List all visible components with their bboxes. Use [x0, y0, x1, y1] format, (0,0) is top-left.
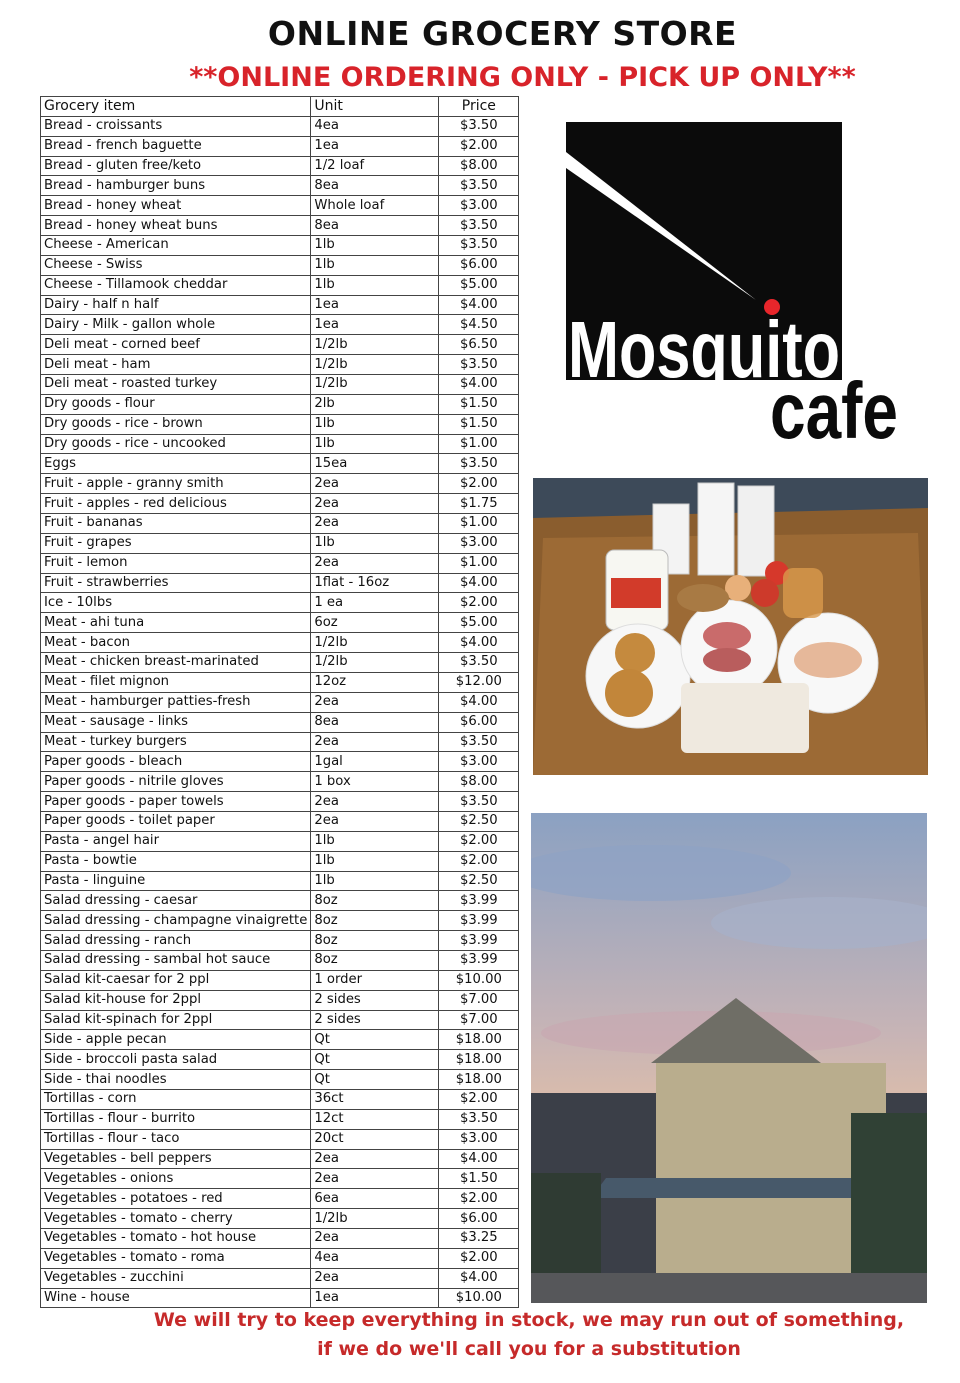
item-name-cell: Dry goods - flour — [41, 394, 311, 414]
price-cell: $18.00 — [439, 1050, 519, 1070]
table-row — [41, 871, 519, 891]
table-row — [41, 1109, 519, 1129]
unit-cell: 1ea — [311, 1288, 439, 1308]
price-cell: $3.25 — [439, 1228, 519, 1248]
table-row — [41, 1030, 519, 1050]
unit-cell: 1/2 loaf — [311, 156, 439, 176]
price-cell: $4.00 — [439, 375, 519, 395]
item-name-cell: Salad dressing - ranch — [41, 931, 311, 951]
unit-cell: 2ea — [311, 811, 439, 831]
price-cell: $10.00 — [439, 1288, 519, 1308]
table-row — [41, 1070, 519, 1090]
column-header-item: Grocery item — [41, 97, 311, 117]
table-row — [41, 216, 519, 236]
footer-note-line1: We will try to keep everything in stock, we may run out of something, — [153, 1309, 905, 1331]
item-name-cell: Dairy - half n half — [41, 295, 311, 315]
price-cell: $8.00 — [439, 772, 519, 792]
item-name-cell: Dairy - Milk - gallon whole — [41, 315, 311, 335]
table-row — [41, 1010, 519, 1030]
table-row — [41, 494, 519, 514]
table-row — [41, 176, 519, 196]
price-cell: $1.00 — [439, 434, 519, 454]
price-cell: $2.00 — [439, 1089, 519, 1109]
table-row — [41, 315, 519, 335]
item-name-cell: Pasta - linguine — [41, 871, 311, 891]
table-row — [41, 653, 519, 673]
table-row — [41, 891, 519, 911]
price-cell: $1.50 — [439, 414, 519, 434]
unit-cell: 8ea — [311, 176, 439, 196]
price-cell: $3.50 — [439, 792, 519, 812]
price-cell: $3.99 — [439, 931, 519, 951]
unit-cell: 2ea — [311, 494, 439, 514]
price-cell: $6.00 — [439, 712, 519, 732]
table-row — [41, 911, 519, 931]
price-cell: $3.50 — [439, 1109, 519, 1129]
table-row — [41, 692, 519, 712]
item-name-cell: Deli meat - roasted turkey — [41, 375, 311, 395]
item-name-cell: Salad kit-caesar for 2 ppl — [41, 970, 311, 990]
unit-cell: 1/2lb — [311, 633, 439, 653]
table-row — [41, 1248, 519, 1268]
item-name-cell: Salad kit-spinach for 2ppl — [41, 1010, 311, 1030]
unit-cell: 1lb — [311, 533, 439, 553]
price-cell: $3.99 — [439, 911, 519, 931]
table-row — [41, 811, 519, 831]
item-name-cell: Side - broccoli pasta salad — [41, 1050, 311, 1070]
unit-cell: 36ct — [311, 1089, 439, 1109]
item-name-cell: Fruit - lemon — [41, 553, 311, 573]
unit-cell: 1lb — [311, 434, 439, 454]
item-name-cell: Vegetables - potatoes - red — [41, 1189, 311, 1209]
price-cell: $18.00 — [439, 1070, 519, 1090]
unit-cell: 1lb — [311, 851, 439, 871]
unit-cell: 1lb — [311, 831, 439, 851]
item-name-cell: Bread - croissants — [41, 116, 311, 136]
table-row — [41, 1209, 519, 1229]
groceries-photo — [533, 478, 928, 775]
unit-cell: 1ea — [311, 295, 439, 315]
unit-cell: 2ea — [311, 792, 439, 812]
table-row — [41, 355, 519, 375]
price-cell: $7.00 — [439, 1010, 519, 1030]
item-name-cell: Salad dressing - sambal hot sauce — [41, 950, 311, 970]
price-cell: $2.50 — [439, 871, 519, 891]
table-row — [41, 831, 519, 851]
price-cell: $18.00 — [439, 1030, 519, 1050]
price-cell: $4.00 — [439, 633, 519, 653]
unit-cell: 1flat - 16oz — [311, 573, 439, 593]
item-name-cell: Fruit - apples - red delicious — [41, 494, 311, 514]
item-name-cell: Meat - bacon — [41, 633, 311, 653]
item-name-cell: Bread - gluten free/keto — [41, 156, 311, 176]
item-name-cell: Salad kit-house for 2ppl — [41, 990, 311, 1010]
table-row — [41, 454, 519, 474]
price-cell: $3.50 — [439, 653, 519, 673]
table-row — [41, 712, 519, 732]
unit-cell: 4ea — [311, 116, 439, 136]
table-row — [41, 593, 519, 613]
table-row — [41, 772, 519, 792]
price-cell: $3.00 — [439, 533, 519, 553]
unit-cell: 1lb — [311, 275, 439, 295]
unit-cell: 1/2lb — [311, 653, 439, 673]
item-name-cell: Meat - sausage - links — [41, 712, 311, 732]
price-cell: $3.99 — [439, 891, 519, 911]
unit-cell: 1gal — [311, 752, 439, 772]
unit-cell: 2ea — [311, 732, 439, 752]
item-name-cell: Fruit - strawberries — [41, 573, 311, 593]
item-name-cell: Tortillas - corn — [41, 1089, 311, 1109]
unit-cell: 12oz — [311, 672, 439, 692]
unit-cell: 2ea — [311, 1228, 439, 1248]
cafe-building-photo — [531, 813, 927, 1303]
price-cell: $2.00 — [439, 136, 519, 156]
table-row — [41, 1089, 519, 1109]
item-name-cell: Fruit - apple - granny smith — [41, 474, 311, 494]
price-cell: $3.99 — [439, 950, 519, 970]
item-name-cell: Side - thai noodles — [41, 1070, 311, 1090]
unit-cell: 2ea — [311, 474, 439, 494]
unit-cell: 20ct — [311, 1129, 439, 1149]
item-name-cell: Meat - filet mignon — [41, 672, 311, 692]
unit-cell: 1 order — [311, 970, 439, 990]
item-name-cell: Tortillas - flour - taco — [41, 1129, 311, 1149]
table-row — [41, 116, 519, 136]
price-cell: $1.00 — [439, 514, 519, 534]
item-name-cell: Tortillas - flour - burrito — [41, 1109, 311, 1129]
logo-text-cafe: cafe — [770, 366, 898, 450]
price-cell: $2.00 — [439, 831, 519, 851]
unit-cell: Qt — [311, 1030, 439, 1050]
price-cell: $3.50 — [439, 216, 519, 236]
price-cell: $3.50 — [439, 732, 519, 752]
price-cell: $1.50 — [439, 1169, 519, 1189]
unit-cell: 1/2lb — [311, 355, 439, 375]
item-name-cell: Vegetables - tomato - roma — [41, 1248, 311, 1268]
price-cell: $2.00 — [439, 851, 519, 871]
table-row — [41, 1189, 519, 1209]
unit-cell: 8oz — [311, 891, 439, 911]
unit-cell: 4ea — [311, 1248, 439, 1268]
item-name-cell: Fruit - bananas — [41, 514, 311, 534]
item-name-cell: Dry goods - rice - brown — [41, 414, 311, 434]
footer-note-line2: if we do we'll call you for a substitution — [317, 1338, 741, 1360]
unit-cell: 1/2lb — [311, 375, 439, 395]
price-cell: $12.00 — [439, 672, 519, 692]
page-subtitle: **ONLINE ORDERING ONLY - PICK UP ONLY** — [189, 62, 856, 93]
table-row — [41, 474, 519, 494]
table-row — [41, 156, 519, 176]
table-row — [41, 970, 519, 990]
item-name-cell: Meat - hamburger patties-fresh — [41, 692, 311, 712]
mosquito-cafe-logo — [566, 120, 902, 450]
item-name-cell: Paper goods - toilet paper — [41, 811, 311, 831]
price-cell: $3.50 — [439, 176, 519, 196]
table-row — [41, 375, 519, 395]
price-cell: $2.00 — [439, 474, 519, 494]
table-row — [41, 752, 519, 772]
table-row — [41, 1050, 519, 1070]
item-name-cell: Dry goods - rice - uncooked — [41, 434, 311, 454]
price-cell: $3.00 — [439, 1129, 519, 1149]
item-name-cell: Cheese - Swiss — [41, 255, 311, 275]
column-header-unit: Unit — [311, 97, 439, 117]
price-cell: $4.00 — [439, 573, 519, 593]
price-cell: $2.00 — [439, 593, 519, 613]
unit-cell: 2ea — [311, 514, 439, 534]
price-cell: $6.00 — [439, 255, 519, 275]
item-name-cell: Side - apple pecan — [41, 1030, 311, 1050]
unit-cell: Whole loaf — [311, 196, 439, 216]
unit-cell: 1lb — [311, 236, 439, 256]
item-name-cell: Vegetables - tomato - hot house — [41, 1228, 311, 1248]
unit-cell: 8oz — [311, 911, 439, 931]
price-cell: $3.00 — [439, 752, 519, 772]
table-row — [41, 553, 519, 573]
table-row — [41, 732, 519, 752]
table-row — [41, 236, 519, 256]
table-row — [41, 1268, 519, 1288]
page-title: ONLINE GROCERY STORE — [267, 14, 738, 53]
price-cell: $4.00 — [439, 1268, 519, 1288]
table-row — [41, 633, 519, 653]
unit-cell: 1ea — [311, 136, 439, 156]
unit-cell: 2ea — [311, 1169, 439, 1189]
item-name-cell: Cheese - American — [41, 236, 311, 256]
price-cell: $3.50 — [439, 116, 519, 136]
table-row — [41, 1169, 519, 1189]
table-row — [41, 1149, 519, 1169]
item-name-cell: Meat - turkey burgers — [41, 732, 311, 752]
item-name-cell: Salad dressing - champagne vinaigrette — [41, 911, 311, 931]
unit-cell: 8oz — [311, 950, 439, 970]
item-name-cell: Paper goods - nitrile gloves — [41, 772, 311, 792]
table-row — [41, 613, 519, 633]
price-cell: $1.00 — [439, 553, 519, 573]
grocery-price-table — [40, 96, 519, 1308]
price-cell: $1.75 — [439, 494, 519, 514]
item-name-cell: Bread - hamburger buns — [41, 176, 311, 196]
unit-cell: 2ea — [311, 1268, 439, 1288]
price-cell: $3.50 — [439, 355, 519, 375]
price-cell: $1.50 — [439, 394, 519, 414]
table-row — [41, 1129, 519, 1149]
unit-cell: 2ea — [311, 692, 439, 712]
unit-cell: 8oz — [311, 931, 439, 951]
table-body — [41, 116, 519, 1308]
price-cell: $10.00 — [439, 970, 519, 990]
table-row — [41, 931, 519, 951]
item-name-cell: Vegetables - zucchini — [41, 1268, 311, 1288]
item-name-cell: Wine - house — [41, 1288, 311, 1308]
item-name-cell: Ice - 10lbs — [41, 593, 311, 613]
price-cell: $3.50 — [439, 236, 519, 256]
table-row — [41, 573, 519, 593]
price-cell: $3.50 — [439, 454, 519, 474]
table-row — [41, 533, 519, 553]
table-row — [41, 514, 519, 534]
table-row — [41, 136, 519, 156]
price-cell: $6.00 — [439, 1209, 519, 1229]
table-row — [41, 335, 519, 355]
unit-cell: 2ea — [311, 1149, 439, 1169]
table-row — [41, 990, 519, 1010]
item-name-cell: Fruit - grapes — [41, 533, 311, 553]
table-row — [41, 275, 519, 295]
item-name-cell: Vegetables - onions — [41, 1169, 311, 1189]
unit-cell: 1 ea — [311, 593, 439, 613]
item-name-cell: Cheese - Tillamook cheddar — [41, 275, 311, 295]
item-name-cell: Eggs — [41, 454, 311, 474]
unit-cell: Qt — [311, 1050, 439, 1070]
item-name-cell: Meat - ahi tuna — [41, 613, 311, 633]
table-row — [41, 434, 519, 454]
price-cell: $4.00 — [439, 295, 519, 315]
price-cell: $2.00 — [439, 1248, 519, 1268]
unit-cell: 1ea — [311, 315, 439, 335]
unit-cell: 1/2lb — [311, 335, 439, 355]
price-cell: $6.50 — [439, 335, 519, 355]
table-row — [41, 792, 519, 812]
price-cell: $2.00 — [439, 1189, 519, 1209]
unit-cell: 6ea — [311, 1189, 439, 1209]
unit-cell: 1lb — [311, 255, 439, 275]
item-name-cell: Deli meat - corned beef — [41, 335, 311, 355]
table-row — [41, 255, 519, 275]
price-cell: $4.50 — [439, 315, 519, 335]
unit-cell: 2 sides — [311, 990, 439, 1010]
unit-cell: 2ea — [311, 553, 439, 573]
table-row — [41, 295, 519, 315]
unit-cell: 1 box — [311, 772, 439, 792]
table-row — [41, 394, 519, 414]
table-row — [41, 414, 519, 434]
item-name-cell: Bread - honey wheat — [41, 196, 311, 216]
table-row — [41, 1228, 519, 1248]
column-header-price: Price — [439, 97, 519, 117]
price-cell: $2.50 — [439, 811, 519, 831]
item-name-cell: Pasta - angel hair — [41, 831, 311, 851]
item-name-cell: Vegetables - tomato - cherry — [41, 1209, 311, 1229]
unit-cell: 8ea — [311, 216, 439, 236]
price-cell: $5.00 — [439, 613, 519, 633]
item-name-cell: Vegetables - bell peppers — [41, 1149, 311, 1169]
unit-cell: 15ea — [311, 454, 439, 474]
table-row — [41, 196, 519, 216]
unit-cell: 12ct — [311, 1109, 439, 1129]
item-name-cell: Paper goods - bleach — [41, 752, 311, 772]
table-row — [41, 851, 519, 871]
item-name-cell: Paper goods - paper towels — [41, 792, 311, 812]
unit-cell: 2 sides — [311, 1010, 439, 1030]
table-row — [41, 950, 519, 970]
logo-text-mosquito: Mosquito — [568, 305, 840, 394]
item-name-cell: Bread - french baguette — [41, 136, 311, 156]
unit-cell: 1lb — [311, 414, 439, 434]
price-cell: $3.00 — [439, 196, 519, 216]
price-cell: $8.00 — [439, 156, 519, 176]
price-cell: $5.00 — [439, 275, 519, 295]
table-row — [41, 1288, 519, 1308]
unit-cell: 2lb — [311, 394, 439, 414]
table-header-row — [41, 97, 519, 117]
item-name-cell: Bread - honey wheat buns — [41, 216, 311, 236]
item-name-cell: Meat - chicken breast-marinated — [41, 653, 311, 673]
price-cell: $7.00 — [439, 990, 519, 1010]
unit-cell: 1/2lb — [311, 1209, 439, 1229]
unit-cell: Qt — [311, 1070, 439, 1090]
table-row — [41, 672, 519, 692]
unit-cell: 8ea — [311, 712, 439, 732]
price-cell: $4.00 — [439, 1149, 519, 1169]
unit-cell: 6oz — [311, 613, 439, 633]
item-name-cell: Deli meat - ham — [41, 355, 311, 375]
price-cell: $4.00 — [439, 692, 519, 712]
item-name-cell: Salad dressing - caesar — [41, 891, 311, 911]
unit-cell: 1lb — [311, 871, 439, 891]
item-name-cell: Pasta - bowtie — [41, 851, 311, 871]
